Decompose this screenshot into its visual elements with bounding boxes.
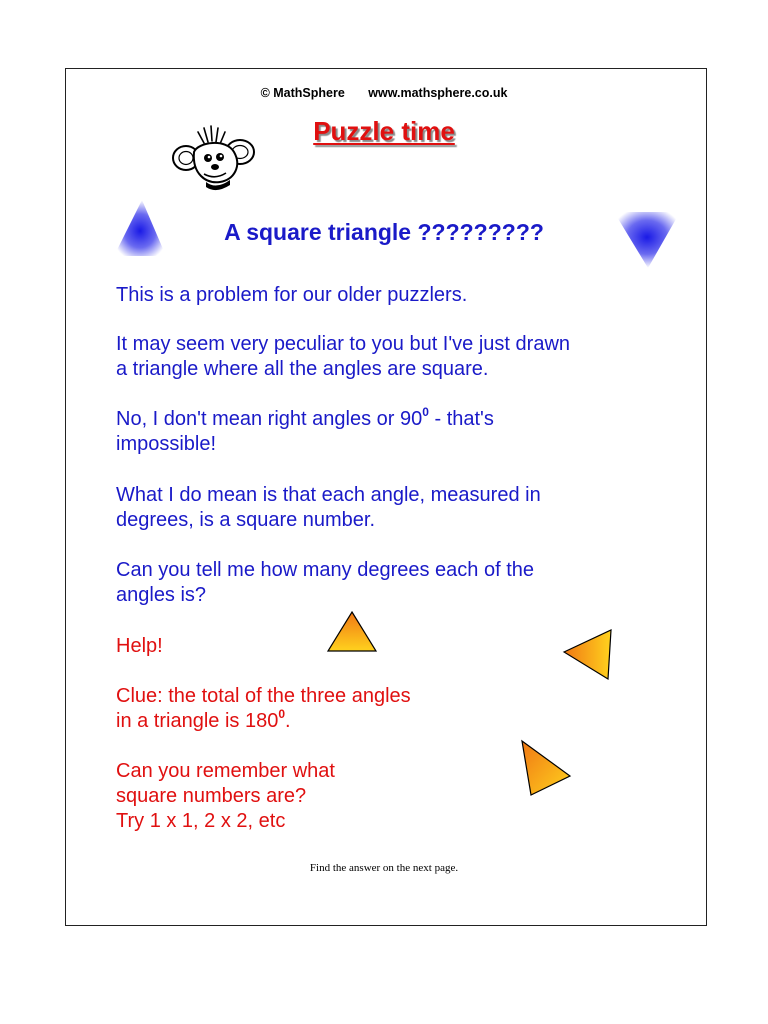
paragraph-line: This is a problem for our older puzzlers. <box>116 284 468 306</box>
text-fragment: in a triangle is 180 <box>116 710 279 732</box>
header <box>0 86 768 100</box>
puzzle-subtitle: A square triangle ????????? <box>224 219 544 245</box>
paragraph-line: Try 1 x 1, 2 x 2, etc <box>116 810 286 832</box>
paragraph-right-angles <box>116 407 676 457</box>
paragraph-line: It may seem very peculiar to you but I've just drawn <box>116 333 571 355</box>
footer-note: Find the answer on the next page. <box>309 862 459 874</box>
text-fragment: - that's <box>428 408 494 430</box>
paragraph-question <box>116 558 676 608</box>
page-title: Puzzle time <box>313 116 455 146</box>
degree-superscript: 0 <box>422 405 429 419</box>
copyright-text: © MathSphere <box>260 86 345 100</box>
paragraph-line: Clue: the total of the three angles <box>116 685 411 707</box>
paragraph-peculiar <box>116 332 676 382</box>
text-fragment: No, I don't mean right angles or 90 <box>116 408 423 430</box>
paragraph-line: angles is? <box>116 584 207 606</box>
paragraph-line: degrees, is a square number. <box>116 509 376 531</box>
paragraph-line <box>116 407 676 432</box>
paragraph-line: Can you tell me how many degrees each of the <box>116 559 535 581</box>
paragraph-square-number <box>116 483 676 533</box>
help-clue <box>116 684 496 734</box>
paragraph-line <box>116 709 496 734</box>
paragraph-line: Can you remember what <box>116 760 335 782</box>
mouse-mascot-icon <box>168 122 260 194</box>
text-fragment: . <box>285 710 291 732</box>
paragraph-line: What I do mean is that each angle, measured in <box>116 484 541 506</box>
paragraph-line: Help! <box>116 635 163 657</box>
paragraph-intro <box>116 283 676 308</box>
paragraph-line: a triangle where all the angles are square. <box>116 358 489 380</box>
yellow-triangle-icon <box>562 626 614 682</box>
degree-superscript: 0 <box>278 707 286 721</box>
paragraph-line: impossible! <box>116 433 217 455</box>
paragraph-line: square numbers are? <box>116 785 307 807</box>
website-text: www.mathsphere.co.uk <box>368 86 508 100</box>
yellow-triangle-icon <box>518 738 574 798</box>
help-remember <box>116 759 496 834</box>
yellow-triangle-icon <box>326 610 378 654</box>
